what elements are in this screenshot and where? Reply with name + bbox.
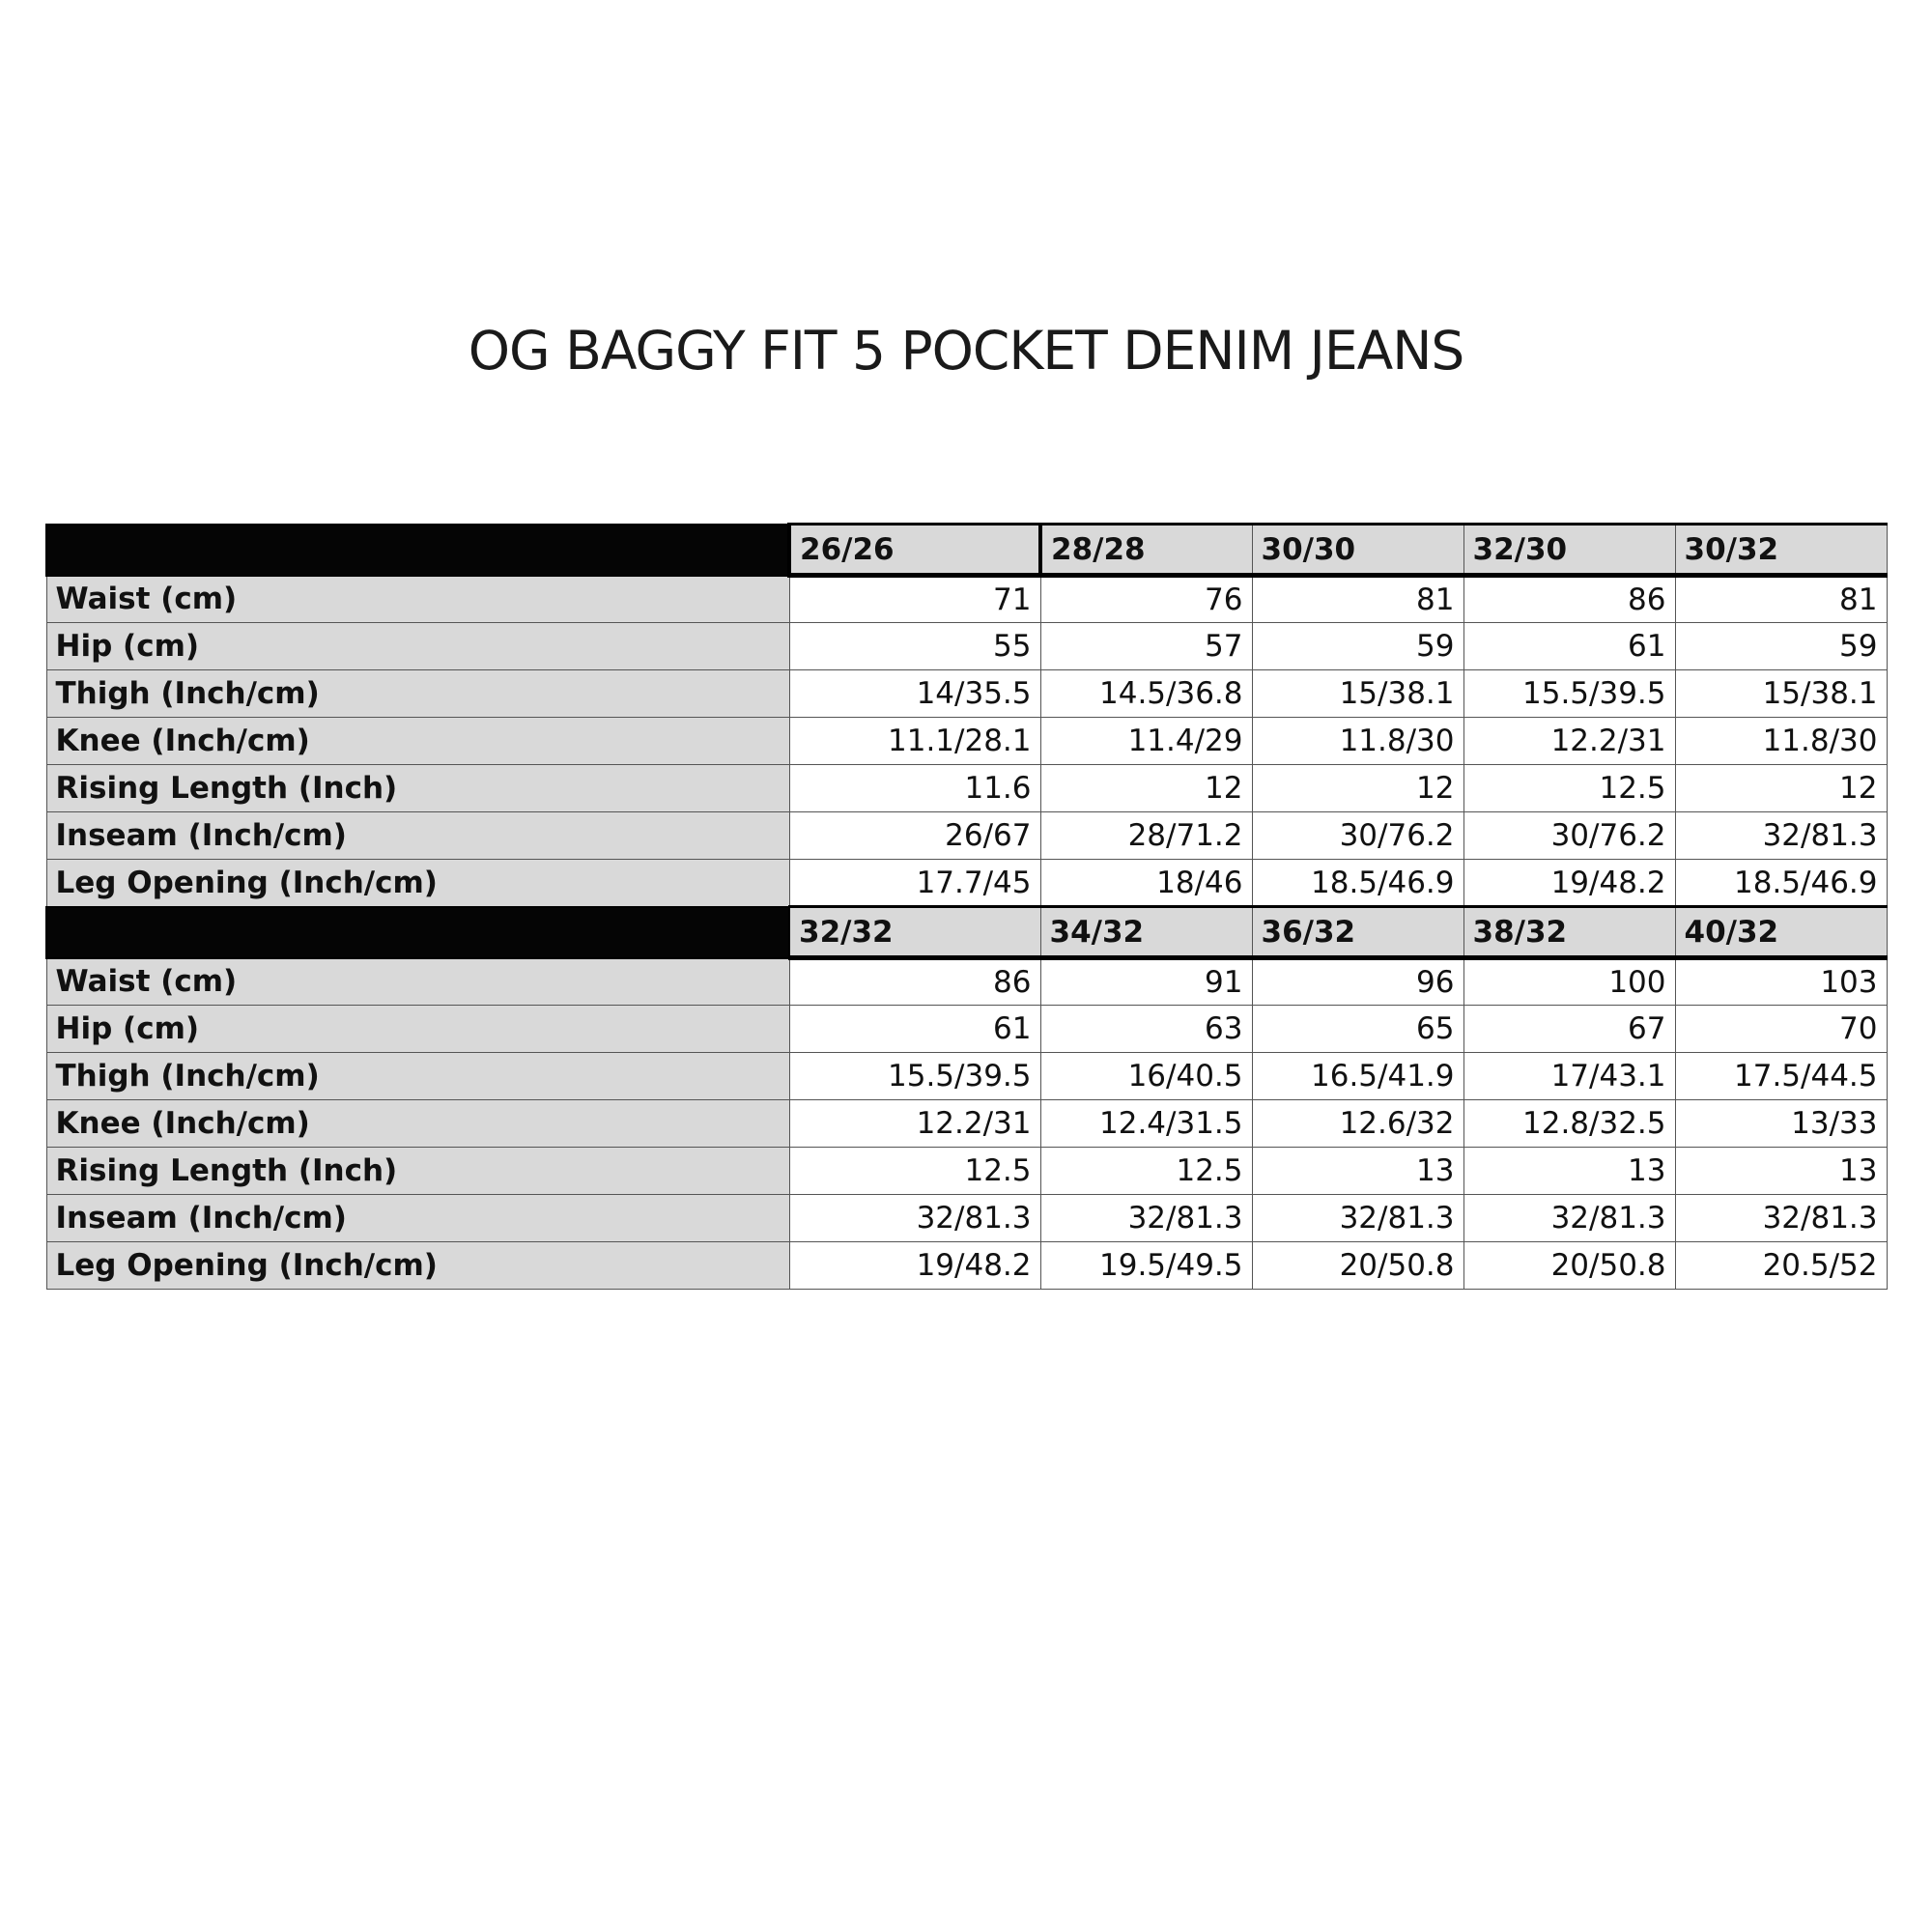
measurement-value: 11.8/30 [1675, 718, 1887, 765]
size-header-cell: 30/30 [1252, 525, 1463, 576]
measurement-value: 13 [1463, 1148, 1675, 1195]
table-row [46, 812, 1887, 860]
size-header-cell: 26/26 [789, 525, 1040, 576]
table-row [46, 670, 1887, 718]
size-header-row [46, 525, 1887, 576]
measurement-value: 81 [1252, 576, 1463, 623]
table-row [46, 1100, 1887, 1148]
measurement-value: 32/81.3 [1675, 1195, 1887, 1242]
measurement-value: 12 [1040, 765, 1252, 812]
measurement-value: 11.1/28.1 [789, 718, 1040, 765]
table-row [46, 576, 1887, 623]
table-row [46, 1195, 1887, 1242]
measurement-value: 86 [789, 958, 1040, 1006]
measurement-value: 16.5/41.9 [1252, 1053, 1463, 1100]
measurement-value: 14.5/36.8 [1040, 670, 1252, 718]
measurement-label: Hip (cm) [46, 623, 789, 670]
table-row [46, 958, 1887, 1006]
measurement-value: 19.5/49.5 [1040, 1242, 1252, 1290]
size-header-cell: 28/28 [1040, 525, 1252, 576]
measurement-value: 11.4/29 [1040, 718, 1252, 765]
measurement-value: 55 [789, 623, 1040, 670]
measurement-value: 12 [1252, 765, 1463, 812]
measurement-label: Rising Length (Inch) [46, 1148, 789, 1195]
measurement-value: 12 [1675, 765, 1887, 812]
measurement-label: Knee (Inch/cm) [46, 718, 789, 765]
measurement-value: 65 [1252, 1006, 1463, 1053]
measurement-value: 13/33 [1675, 1100, 1887, 1148]
measurement-value: 11.6 [789, 765, 1040, 812]
measurement-value: 12.2/31 [1463, 718, 1675, 765]
measurement-value: 20/50.8 [1463, 1242, 1675, 1290]
measurement-label: Hip (cm) [46, 1006, 789, 1053]
table-row [46, 1242, 1887, 1290]
measurement-value: 17.7/45 [789, 860, 1040, 907]
measurement-label: Thigh (Inch/cm) [46, 1053, 789, 1100]
header-blank-cell [46, 907, 789, 958]
measurement-value: 32/81.3 [1463, 1195, 1675, 1242]
measurement-value: 103 [1675, 958, 1887, 1006]
measurement-value: 86 [1463, 576, 1675, 623]
size-header-row [46, 907, 1887, 958]
measurement-value: 12.5 [789, 1148, 1040, 1195]
measurement-value: 20/50.8 [1252, 1242, 1463, 1290]
measurement-value: 20.5/52 [1675, 1242, 1887, 1290]
measurement-label: Knee (Inch/cm) [46, 1100, 789, 1148]
table-row [46, 1053, 1887, 1100]
table-row [46, 860, 1887, 907]
size-header-cell: 30/32 [1675, 525, 1887, 576]
measurement-label: Inseam (Inch/cm) [46, 812, 789, 860]
table-row [46, 718, 1887, 765]
measurement-value: 11.8/30 [1252, 718, 1463, 765]
measurement-value: 14/35.5 [789, 670, 1040, 718]
measurement-value: 63 [1040, 1006, 1252, 1053]
measurement-value: 32/81.3 [1040, 1195, 1252, 1242]
measurement-label: Rising Length (Inch) [46, 765, 789, 812]
measurement-value: 15.5/39.5 [1463, 670, 1675, 718]
size-header-cell: 38/32 [1463, 907, 1675, 958]
measurement-value: 32/81.3 [1252, 1195, 1463, 1242]
size-header-cell: 32/32 [789, 907, 1040, 958]
measurement-value: 12.2/31 [789, 1100, 1040, 1148]
measurement-value: 18/46 [1040, 860, 1252, 907]
measurement-value: 96 [1252, 958, 1463, 1006]
size-chart-table [45, 523, 1888, 1290]
measurement-value: 32/81.3 [789, 1195, 1040, 1242]
measurement-value: 18.5/46.9 [1675, 860, 1887, 907]
measurement-value: 12.6/32 [1252, 1100, 1463, 1148]
measurement-value: 12.8/32.5 [1463, 1100, 1675, 1148]
size-header-cell: 40/32 [1675, 907, 1887, 958]
measurement-value: 12.5 [1040, 1148, 1252, 1195]
measurement-value: 61 [1463, 623, 1675, 670]
measurement-value: 19/48.2 [789, 1242, 1040, 1290]
measurement-value: 12.5 [1463, 765, 1675, 812]
measurement-value: 67 [1463, 1006, 1675, 1053]
measurement-value: 15/38.1 [1252, 670, 1463, 718]
measurement-value: 17.5/44.5 [1675, 1053, 1887, 1100]
measurement-value: 13 [1252, 1148, 1463, 1195]
measurement-value: 13 [1675, 1148, 1887, 1195]
measurement-value: 15.5/39.5 [789, 1053, 1040, 1100]
measurement-value: 70 [1675, 1006, 1887, 1053]
measurement-value: 30/76.2 [1463, 812, 1675, 860]
size-header-cell: 34/32 [1040, 907, 1252, 958]
size-header-cell: 36/32 [1252, 907, 1463, 958]
size-header-cell: 32/30 [1463, 525, 1675, 576]
page-title: OG BAGGY FIT 5 POCKET DENIM JEANS [468, 320, 1464, 382]
measurement-value: 81 [1675, 576, 1887, 623]
measurement-label: Thigh (Inch/cm) [46, 670, 789, 718]
measurement-value: 16/40.5 [1040, 1053, 1252, 1100]
table-row [46, 1148, 1887, 1195]
measurement-label: Inseam (Inch/cm) [46, 1195, 789, 1242]
measurement-value: 59 [1675, 623, 1887, 670]
measurement-value: 32/81.3 [1675, 812, 1887, 860]
measurement-value: 71 [789, 576, 1040, 623]
table-row [46, 1006, 1887, 1053]
measurement-value: 59 [1252, 623, 1463, 670]
measurement-value: 30/76.2 [1252, 812, 1463, 860]
measurement-value: 76 [1040, 576, 1252, 623]
measurement-value: 12.4/31.5 [1040, 1100, 1252, 1148]
table-row [46, 623, 1887, 670]
measurement-value: 57 [1040, 623, 1252, 670]
measurement-value: 17/43.1 [1463, 1053, 1675, 1100]
measurement-value: 18.5/46.9 [1252, 860, 1463, 907]
measurement-value: 19/48.2 [1463, 860, 1675, 907]
measurement-label: Leg Opening (Inch/cm) [46, 1242, 789, 1290]
measurement-label: Waist (cm) [46, 576, 789, 623]
measurement-value: 100 [1463, 958, 1675, 1006]
measurement-value: 61 [789, 1006, 1040, 1053]
measurement-label: Leg Opening (Inch/cm) [46, 860, 789, 907]
header-blank-cell [46, 525, 789, 576]
measurement-value: 26/67 [789, 812, 1040, 860]
table-row [46, 765, 1887, 812]
measurement-value: 91 [1040, 958, 1252, 1006]
measurement-label: Waist (cm) [46, 958, 789, 1006]
measurement-value: 28/71.2 [1040, 812, 1252, 860]
measurement-value: 15/38.1 [1675, 670, 1887, 718]
